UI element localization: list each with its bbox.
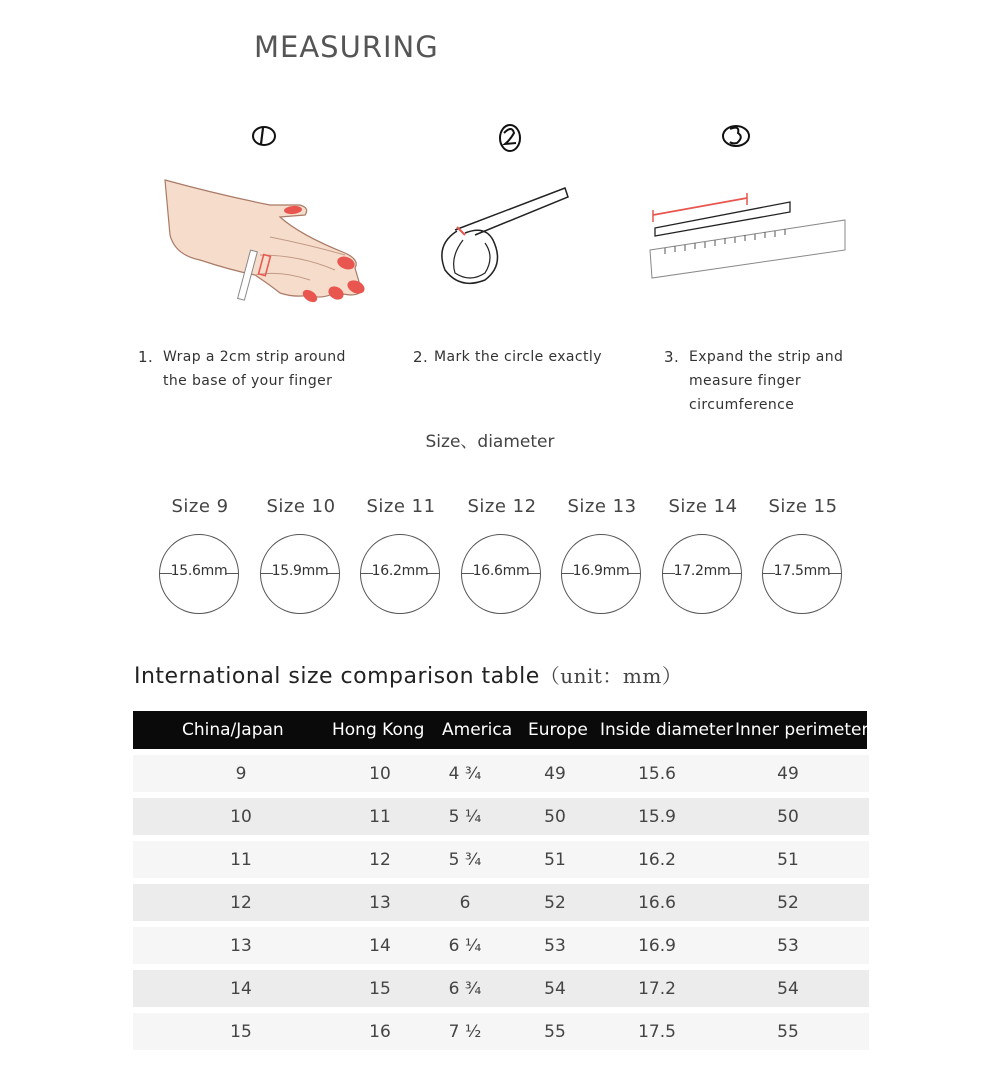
diameter-value: 16.6mm: [472, 563, 530, 579]
size-item: [648, 496, 758, 579]
cell: 16.6: [638, 893, 676, 913]
header-america: America: [442, 720, 513, 740]
step-3-number-icon: [718, 118, 758, 154]
cell: 13: [369, 893, 391, 913]
header-china-japan: China/Japan: [182, 720, 284, 740]
size-circle: [360, 534, 440, 614]
step-number: 1.: [138, 348, 154, 366]
size-diameter-caption: Size、diameter: [425, 432, 555, 452]
size-item: [748, 496, 858, 579]
cell: 51: [544, 850, 566, 870]
size-item: [346, 496, 456, 579]
cell: 15: [230, 1022, 252, 1042]
step-text: Mark the circle exactly: [434, 349, 602, 365]
size-label: Size 9: [171, 496, 229, 517]
cell: 50: [777, 807, 799, 827]
table-unit: （unit：mm）: [539, 664, 683, 688]
cell: 6 ¹⁄₄: [448, 936, 482, 956]
size-circle: [561, 534, 641, 614]
diameter-value: 15.9mm: [271, 563, 329, 579]
table-title-text: International size comparison table: [134, 664, 540, 689]
cell: 54: [544, 979, 566, 999]
cell: 11: [230, 850, 252, 870]
step-number: 3.: [664, 348, 680, 366]
cell: 12: [230, 893, 252, 913]
cell: 9: [235, 764, 247, 784]
table-row: [133, 927, 869, 964]
size-label: Size 15: [768, 496, 838, 517]
diameter-value: 16.2mm: [371, 563, 429, 579]
cell: 10: [369, 764, 391, 784]
table-row: [133, 970, 869, 1007]
cell: 55: [544, 1022, 566, 1042]
cell: 49: [544, 764, 566, 784]
header-europe: Europe: [528, 720, 588, 740]
cell: 17.2: [638, 979, 676, 999]
cell: 51: [777, 850, 799, 870]
table-row: [133, 1013, 869, 1050]
cell: 5 ³⁄₄: [448, 850, 482, 870]
size-label: Size 14: [668, 496, 738, 517]
cell: 14: [230, 979, 252, 999]
page-title: MEASURING: [254, 30, 439, 64]
cell: 14: [369, 936, 391, 956]
cell: 50: [544, 807, 566, 827]
cell: 52: [544, 893, 566, 913]
diameter-value: 17.2mm: [673, 563, 731, 579]
ruler-measure-illustration: [645, 190, 855, 285]
size-label: Size 12: [467, 496, 537, 517]
table-row: [133, 884, 869, 921]
size-circle: [762, 534, 842, 614]
cell: 11: [369, 807, 391, 827]
cell: 6 ³⁄₄: [448, 979, 482, 999]
cell: 54: [777, 979, 799, 999]
cell: 15: [369, 979, 391, 999]
step-1-number-icon: [246, 118, 286, 154]
size-item: [547, 496, 657, 579]
cell: 10: [230, 807, 252, 827]
size-circle: [159, 534, 239, 614]
size-circle: [260, 534, 340, 614]
cell: 12: [369, 850, 391, 870]
diameter-value: 16.9mm: [572, 563, 630, 579]
step-2-number-icon: [492, 120, 532, 156]
header-inner-perimeter: Inner perimeter: [735, 720, 869, 740]
diameter-value: 17.5mm: [773, 563, 831, 579]
cell: 16: [369, 1022, 391, 1042]
cell: 53: [777, 936, 799, 956]
table-header: [133, 711, 867, 749]
hand-with-strip-illustration: [160, 175, 385, 315]
diameter-value: 15.6mm: [170, 563, 228, 579]
size-item: [145, 496, 255, 579]
table-row: [133, 841, 869, 878]
size-label: Size 11: [366, 496, 436, 517]
cell: 49: [777, 764, 799, 784]
step-text: Wrap a 2cm strip around the base of your finger: [163, 349, 346, 389]
table-title: [134, 660, 682, 689]
cell: 15.6: [638, 764, 676, 784]
cell: 4 ³⁄₄: [448, 764, 482, 784]
cell: 17.5: [638, 1022, 676, 1042]
cell: 6: [459, 893, 471, 913]
header-inside-diameter: Inside diameter: [600, 720, 734, 740]
size-item: [447, 496, 557, 579]
cell: 7 ¹⁄₂: [448, 1022, 482, 1042]
table-row: [133, 755, 869, 792]
cell: 53: [544, 936, 566, 956]
cell: 16.2: [638, 850, 676, 870]
step-number: 2.: [413, 348, 429, 366]
cell: 13: [230, 936, 252, 956]
header-hong-kong: Hong Kong: [332, 720, 425, 740]
size-circle: [461, 534, 541, 614]
cell: 15.9: [638, 807, 676, 827]
size-label: Size 10: [266, 496, 336, 517]
cell: 5 ¹⁄₄: [448, 807, 482, 827]
size-circle: [662, 534, 742, 614]
size-item: [246, 496, 356, 579]
cell: 16.9: [638, 936, 676, 956]
table-row: [133, 798, 869, 835]
cell: 52: [777, 893, 799, 913]
looped-strip-illustration: [435, 185, 575, 295]
cell: 55: [777, 1022, 799, 1042]
step-text: Expand the strip and measure finger circumference: [689, 349, 844, 413]
size-label: Size 13: [567, 496, 637, 517]
